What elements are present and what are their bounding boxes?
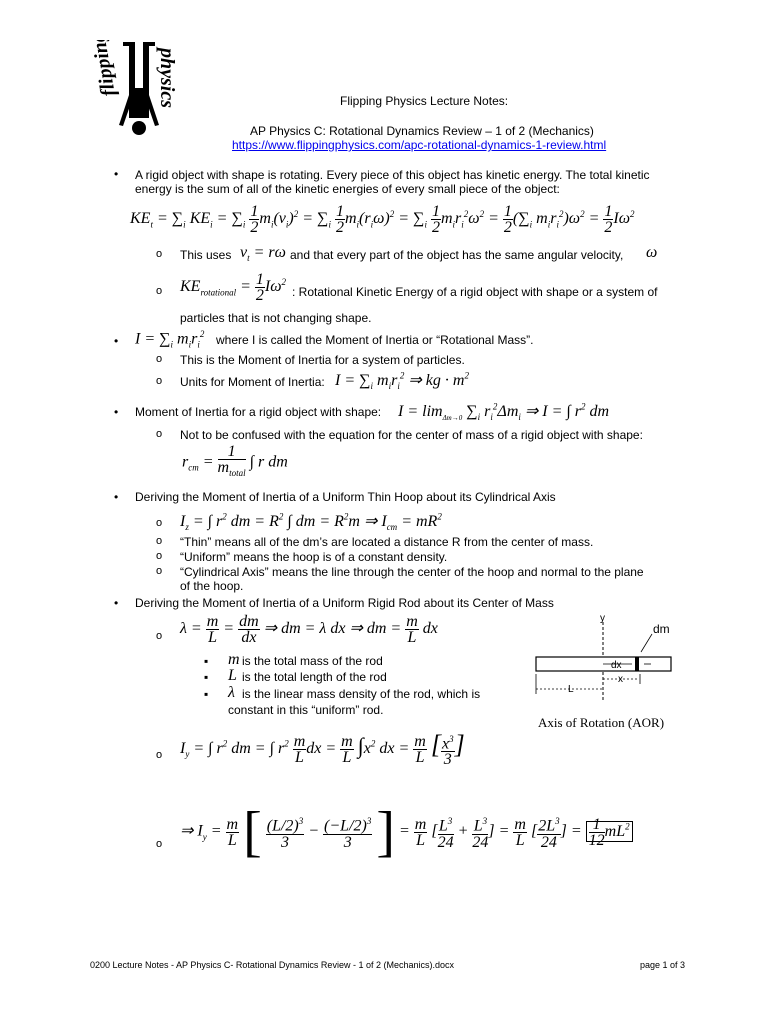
sub-point: This uses	[180, 248, 232, 262]
circle-bullet: o	[156, 428, 163, 440]
term-def: constant in this “uniform” rod.	[228, 703, 384, 717]
rod-integral-eq: $I_y$ = ∫ $r^2$ dm = ∫ $r^2$ $\frac{m}{L}$ dx = $\frac{m}{L}$ $\int x^2$ dx = $\frac{m}{L}$ [ $\frac{x^3}{3}$ ]	[180, 730, 465, 768]
circle-bullet: o	[156, 353, 163, 365]
sub-point: of the hoop.	[180, 579, 244, 593]
sub-point: This is the Moment of Inertia for a system of particles.	[180, 353, 465, 367]
paragraph: where I is called the Moment of Inertia or “Rotational Mass”.	[216, 333, 534, 347]
paragraph: Deriving the Moment of Inertia of a Uniform Thin Hoop about its Cylindrical Axis	[135, 490, 556, 504]
doc-subtitle: AP Physics C: Rotational Dynamics Review – 1 of 2 (Mechanics)	[250, 124, 594, 138]
rod-result-eq: ⇒ $I_y$ = $\frac{m}{L}$ [ $\frac{(L/2)^3}{3}$ − $\frac{(-L/2)^3}{3}$ ] = $\frac{m}{L}$ [ $\frac{L^3}{24}$ + $\frac{L^3}{24}$ ] = $\frac{m}{L}$ [ $\frac{2L^3}{24}$ ] = $\frac{1}{12}$ $mL^2$	[180, 800, 633, 864]
square-bullet: ▪	[204, 670, 209, 684]
symbol-m: m	[228, 651, 240, 668]
bullet-dot: •	[114, 167, 119, 181]
square-bullet: ▪	[204, 654, 209, 668]
omega-symbol: ω	[646, 244, 658, 261]
axis-caption: Axis of Rotation (AOR)	[538, 715, 665, 730]
sub-point: “Cylindrical Axis” means the line through the center of the hoop and normal to the plane	[180, 565, 644, 579]
circle-bullet: o	[156, 550, 163, 562]
logo	[85, 40, 195, 145]
x-label: x	[618, 674, 623, 685]
logo-word-physics: physics	[156, 48, 178, 108]
L-label: L	[568, 684, 574, 695]
dx-label: dx	[611, 660, 622, 671]
sub-point: “Thin” means all of the dm’s are located a distance R from the center of mass.	[180, 535, 594, 549]
circle-bullet: o	[156, 517, 163, 529]
sub-point: “Uniform” means the hoop is of a constant density.	[180, 550, 448, 564]
paragraph: Moment of Inertia for a rigid object with shape:	[135, 405, 382, 419]
axis-y-label: y	[600, 613, 605, 624]
center-of-mass-eq: $r_{cm}$ = $\frac{1}{m_{total}}$ ∫ r dm	[182, 443, 288, 479]
term-def: is the total length of the rod	[242, 670, 387, 684]
circle-bullet: o	[156, 565, 163, 577]
symbol-L: L	[228, 667, 237, 684]
circle-bullet: o	[156, 248, 163, 260]
sub-point: Not to be confused with the equation for the center of mass of a rigid object with shape:	[180, 428, 643, 442]
footer-filename: 0200 Lecture Notes - AP Physics C- Rotational Dynamics Review - 1 of 2 (Mechanics).docx	[90, 960, 454, 970]
dm-label: dm	[653, 622, 670, 636]
logo-word-flipping: flipping	[87, 40, 120, 98]
hoop-inertia-eq: $I_z$ = ∫ $r^2$ dm = $R^2$ ∫ dm = $R^2m$ ⇒ $I_{cm} = mR^2$	[180, 511, 442, 533]
bullet-dot: •	[114, 490, 119, 504]
tangential-velocity-eq: $v_t = r\omega$	[240, 244, 286, 264]
footer-page-number: page 1 of 3	[640, 960, 686, 970]
sub-point: particles that is not changing shape.	[180, 311, 372, 325]
units-eq: $I = \sum_i$ $m_ir_i^2$ ⇒ kg · $m^2$	[335, 370, 469, 392]
bullet-dot: •	[114, 596, 119, 610]
linear-density-eq: λ = $\frac{m}{L}$ = $\frac{dm}{dx}$ ⇒ dm = λ dx ⇒ dm = $\frac{m}{L}$ dx	[180, 613, 438, 646]
doc-url-link[interactable]: https://www.flippingphysics.com/apc-rotational-dynamics-1-review.html	[232, 138, 607, 152]
sub-point: Units for Moment of Inertia:	[180, 375, 325, 389]
ke-rotational-eq: $KE_{rotational}$ = $\frac{1}{2}$ $I\omega^2$	[180, 271, 287, 304]
paragraph: A rigid object with shape is rotating. Every piece of this object has kinetic energy. The total kinetic	[135, 168, 650, 182]
square-bullet: ▪	[204, 687, 209, 701]
circle-bullet: o	[156, 838, 163, 850]
circle-bullet: o	[156, 375, 163, 387]
paragraph: Deriving the Moment of Inertia of a Uniform Rigid Rod about its Center of Mass	[135, 596, 554, 610]
term-def: is the total mass of the rod	[242, 654, 383, 668]
bullet-dot: •	[114, 334, 119, 348]
moment-inertia-integral-eq: $I = \lim_{\Delta m\to 0} \sum_i$ $r_i^2\Delta m_i$ ⇒ I = ∫ $r^2$ dm	[398, 401, 610, 423]
symbol-lambda: λ	[228, 684, 235, 701]
term-def: is the linear mass density of the rod, which is	[242, 687, 481, 701]
moment-inertia-particles-eq: $I = \sum_i$ $m_ir_i^2$	[135, 329, 205, 350]
bullet-dot: •	[114, 405, 119, 419]
sub-point: : Rotational Kinetic Energy of a rigid object with shape or a system of	[292, 285, 658, 299]
circle-bullet: o	[156, 749, 163, 761]
circle-bullet: o	[156, 630, 163, 642]
sub-point: and that every part of the object has the same angular velocity,	[290, 248, 624, 262]
ke-total-equation: $KE_t = \sum_i$ $KE_i = \sum_i$ $\frac{1}{2}$ $m_i(v_i)^2 = \sum_i$ $\frac{1}{2}$ $m_i(r_i\omega)^2 = \sum_i$ $\frac{1}{2}$ $m_ir_i^2\omega^2$ = $\frac{1}{2}$ ($\sum_i$ $m_ir_i^2)\omega^2$ = $\frac{1}{2}$ $I\omega^2$	[130, 203, 635, 236]
paragraph: energy is the sum of all of the kinetic energies of every small piece of the object:	[135, 182, 560, 196]
circle-bullet: o	[156, 535, 163, 547]
circle-bullet: o	[156, 285, 163, 297]
doc-title: Flipping Physics Lecture Notes:	[340, 94, 509, 108]
logo-graphic	[85, 40, 195, 145]
